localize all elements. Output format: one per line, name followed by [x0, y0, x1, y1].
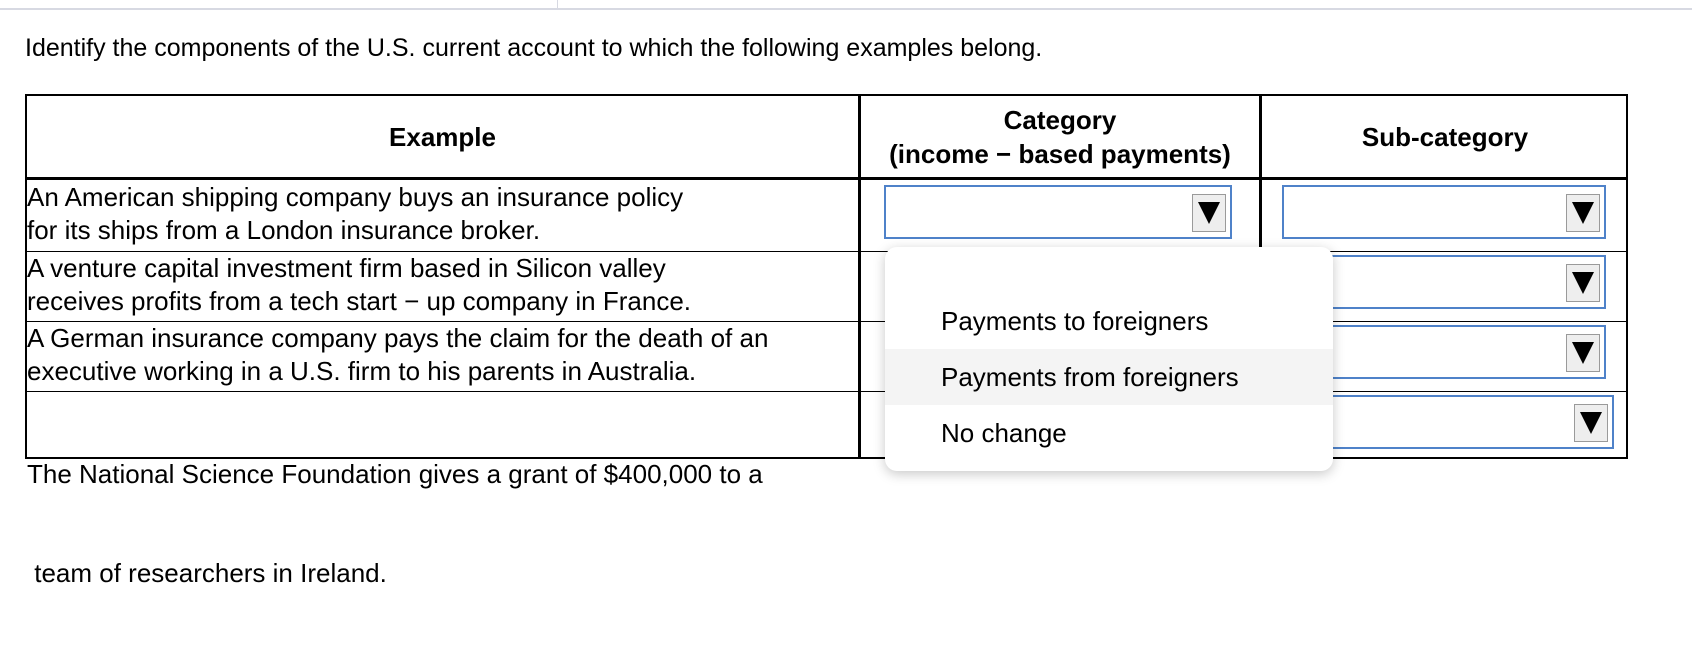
- dropdown-arrow-icon[interactable]: [1574, 404, 1608, 442]
- instructions: Identify the components of the U.S. current account to which the following examples belong.: [25, 34, 1043, 62]
- example-line: receives profits from a tech start − up company in France.: [27, 286, 692, 316]
- header-category: [861, 96, 1259, 177]
- dropdown-option-highlighted[interactable]: Payments from foreigners: [885, 349, 1333, 405]
- table-row-example: [27, 392, 855, 588]
- table-row-example: [27, 181, 855, 251]
- example-line: The National Science Foundation gives a grant of $400,000 to a: [27, 459, 763, 489]
- subcategory-select-row-1[interactable]: [1282, 185, 1606, 239]
- example-line: An American shipping company buys an insurance policy: [27, 182, 684, 212]
- dropdown-option[interactable]: No change: [941, 418, 1067, 448]
- header-example: [27, 96, 858, 177]
- table-row-example: [27, 322, 855, 391]
- header-divider: [27, 177, 1626, 180]
- example-line: A German insurance company pays the claim for the death of an: [27, 323, 769, 353]
- dropdown-option[interactable]: Payments to foreigners: [941, 306, 1209, 336]
- dropdown-arrow-icon[interactable]: [1566, 334, 1600, 372]
- header-example-label: Example: [389, 121, 496, 152]
- top-divider-notch: [557, 0, 558, 8]
- example-line: team of researchers in Ireland.: [27, 558, 387, 588]
- top-divider: [0, 8, 1692, 10]
- header-subcategory-label: Sub-category: [1361, 121, 1529, 152]
- dropdown-arrow-icon[interactable]: [1192, 194, 1226, 232]
- header-category-label: Category: [1003, 104, 1117, 135]
- dropdown-arrow-icon[interactable]: [1566, 194, 1600, 232]
- category-dropdown-menu: [885, 247, 1333, 471]
- example-line: for its ships from a London insurance broker.: [27, 215, 541, 245]
- category-select-row-1[interactable]: [884, 185, 1232, 239]
- example-line: A venture capital investment firm based in Silicon valley: [27, 253, 666, 283]
- example-line: executive working in a U.S. firm to his parents in Australia.: [27, 356, 697, 386]
- dropdown-arrow-icon[interactable]: [1566, 264, 1600, 302]
- table-row-example: [27, 252, 855, 321]
- header-category-sublabel: (income − based payments): [889, 138, 1231, 169]
- header-subcategory: [1262, 96, 1628, 177]
